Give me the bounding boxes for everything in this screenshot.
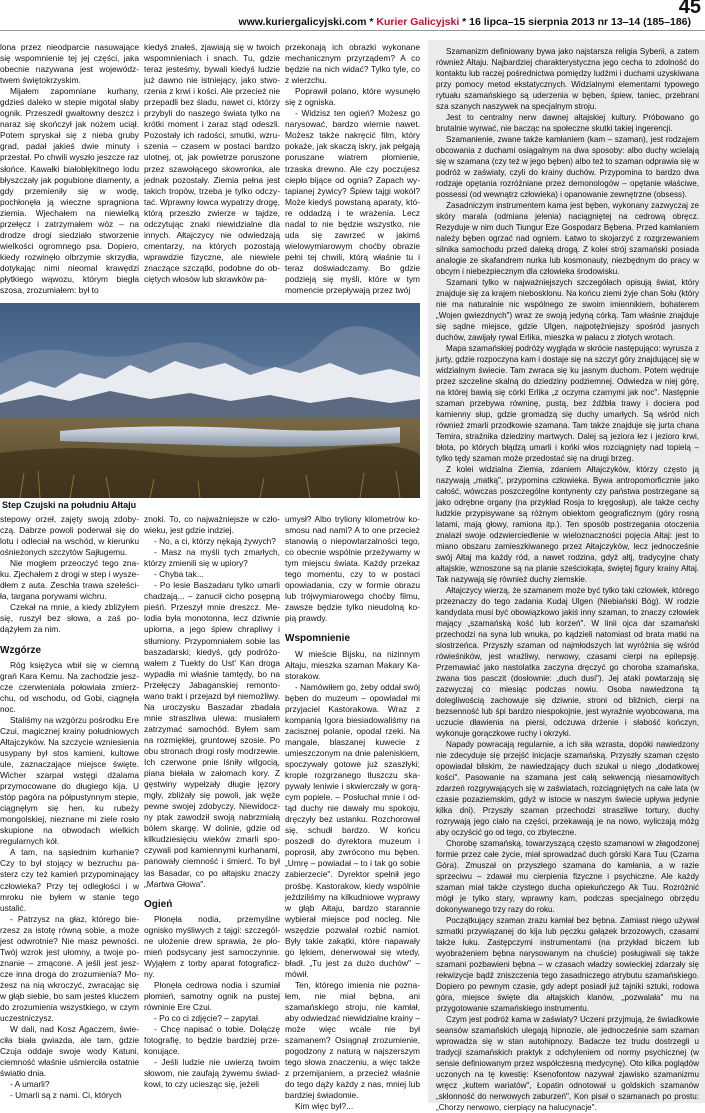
paragraph: Szamanienie, zwane także kamłaniem (kam – szaman), jest rodzajem obcowania z duchami osiągalnym na dwa sposoby: albo duchy wcielają się w szamana (czy też w jego bęben) albo też to szaman odprawia się w podróż w zaświaty, czyli do krainy duchów. Przypomina to bardzo dwa rodzaje opętania rozróżniane przez demonologów – opętanie właściwe, possessi (od wewnątrz człowieka) i opanowanie zewnętrzne (obsess). [436, 135, 699, 199]
paragraph: W mieście Bijsku, na nizinnym Ałtaju, mieszka szaman Makary Kastorakow. [285, 648, 420, 681]
paragraph: A tam, na sąsiednim kurhanie? Czy to był stojący w bezruchu pasterz czy też kamień przypominający człowieka? Przy tej odległości i w mroku nie byłem w stanie tego ustalić. [0, 847, 139, 913]
page-header [0, 0, 705, 30]
paragraph: W dali, nad Kosz Agaczem, świeciła biała gwiazda, ale tam, gdzie Czuja oddaje swoje wody Katuni, ciemność właśnie uśmierciła ostatnie światło dnia. [0, 1024, 139, 1079]
paragraph: - Widzisz ten ogień? Możesz go narysować, bardzo wiernie nawet. Możesz także nakręcić film, który pokaże, jak skaczą iskry, jak pełgają poruszane wiatrem płomienie, trzaska drewno. Ale czy poczujesz ciepło bijące od ognia? Zapach wytapianej żywicy? Śpiew tajgi wokół? Może kiedyś powstaną aparaty, które oddadzą i te wrażenia. Lecz nadal to nie będzie wszystko, nie uda się zawrzeć w jakimś wielowymiarowym choćby obrazie pełni tej chwili, którą właśnie tu i teraz doświadczamy. Bo gdzie podzieją się myśli, które w tym momencie przepływają przez twój [285, 108, 420, 296]
paragraph: - Chyba tak... [154, 569, 204, 580]
article-column-6 [285, 514, 421, 1112]
paragraph: Szamanizm definiowany bywa jako najstarsza religia Syberii, a zatem również Ałtaju. Najbardziej charakterystyczna jego cecha to zdolność do kontaktu lub raczej pośrednictwa pomiędzy ludźmi i duchami uzyskiwana przy pomocy metod ekstatycznych. Widzialnymi elementami typowego rytuału szamańskiego są uderzenia w bęben, śpiew, taniec, przebrani sza szanych naszywek na specjalnym stroju. [436, 47, 699, 111]
paragraph: - Po lesie Baszadaru tylko umarli chadzają... – zanucił cicho posępną pieśń. Przeszył mnie dreszcz. Melodia była monotonna, lecz dziwnie upiorna, a jego śpiew chrapliwy i stłumiony. Przypomniałem sobie las baszadarski; kiedyś, gdy podróżowałem z Tuekty do Ust' Kan droga wypadła mi właśnie tamtędy, bo na Przełęczy Jabaganskiej remontowano trakt i przejazd był niemożliwy. Na uroczysku Baszadar zbadała mnie straszliwa ulewa: musiałem zatrzymać samochód. Byłem sam na rozmiękłej, gruntowej szosie. Po obu stronach drogi rosły modrzewie. Ich czerwone pnie lśniły wilgocią, piana biełała w załomach kory. Z gęstwiny wypełzały długie jęzory mgły, zbliżały się powoli, jak węże pewne swojej zdobyczy. Niewidoczny ptak zawodził swoją nabrzmiałą bólem skargę. W dolinie, gdzie od kilkudziesięciu wieków zmarli spoczywali pod kamiennymi kurhanami, panowały ciemność i śmierć. To był las Basadar, co po ałtajsku znaczy „Martwa Głowa". [144, 580, 280, 889]
article-column-2 [144, 42, 280, 300]
site-url[interactable]: www.kuriergalicyjski.com [238, 16, 367, 28]
header-rule [0, 30, 705, 31]
paragraph: Kim więc był?... [295, 1101, 354, 1112]
paragraph: - No, a ci, którzy nękają żywych? [154, 536, 276, 547]
paragraph: znoki. To, co najważniejsze w człowieku, jest gdzie indziej. [144, 514, 280, 536]
paragraph: - A umarli? [10, 1079, 50, 1090]
page-number: 45 [678, 0, 701, 18]
paragraph: Szamani tylko w najważniejszych szczegółach opisują świat, który znajduje się za krajem niebosklonu. Na końcu ziemi żyje chan Sołu (który nie ma naturalnie nic wspólnego ze swoim imiennikiem, bohaterem „Wojen gwiezdnych") wraz ze swoją jedyną córką. Tam właśnie znajduje się sądne miejsce, gdzie Ulgen, najpotężniejszy spośród jasnych duchów, zawijały rywal Erlika, mieszka w pałacu z złotych wrotach. [436, 278, 699, 342]
section-heading: Wspomnienie [285, 633, 351, 645]
paragraph: lona przez nieodparcie nasuwające się wspomnienie tej jej części, jaka obecnie nazywana jest województwem świętokrzyskim. [0, 42, 139, 86]
paragraph: Mapa szamańskiej podróży wygląda w skrócie następująco: wyrusza z jurty, gdzie rozpoczyna kam i dostaje się na szczyt góry znajdującej się w widzialnym świecie. Tam zwraca się ku jasnym duchom. Potem wędruje przez szczeline skalną do dziedziny podziemnej. Odwiedza w niej górę, na której bawią się córki Erlika „z oczyma czarnymi jak noc". Następnie szaman przebywa równinę, pustą, bez źdźbła trawy i dociera pod kamienny słup, gdzie gromadzą się duchy umarłych. Są wśród nich również zmarli przodkowie szamana. Tam także znajduje się jurta chana Temira, straźnika dziedziny martwych. Dalej są jeziora łez i jezioro krwi, błota, po których błądzą umarli i końki włos rozciągnięty nad topielą – tylko tędy szaman może przedostać się na drugi brzeg. [436, 344, 699, 463]
publication-name: Kurier Galicyjski [376, 16, 460, 28]
paragraph: kiedyś znałeś, zjawiają się w twoich wspomnieniach i snach. Tu, gdzie teraz jesteśmy, bywali kiedyś ludzie już dawno nie istniejący, jako stworzenia z krwi i kości. Ale przecież nie przepadli bez śladu, nawet ci, którzy przybyli do naszego świata tylko na krótki moment i zaraz stąd odeszli. Pozostały ich radości, smutki, wzruszenia – czasem w postaci bardzo ulotnej, ot, jak powietrze poruszone przez szawołącego skowronka, ale jednak pozostały. Ziemia pełna jest takich tropów, trzeba je tylko odczytać. Wprawny łowca wypatrzy drogę, którą przeszło zwierze w tajdze, odczytując znaki niewidzialne dla innych. Ałtajczycy nie odwiedzają cmentarzy, na których pozostają wprawdzie fizyczne, ale niewiele znaczące szczątki, podobne do obciętych włosów lub skrawków pa- [144, 42, 280, 284]
paragraph: stepowy orzeł, zajęty swoją zdobyczą. Dabrze powoli poderwał się do lotu i odleciał na wschód, w kierunku ośnieżonych szczytów Sajługemu. [0, 514, 139, 558]
sidebar-text [436, 46, 699, 1112]
paragraph: Czekał na mnie, a kiedy zbliżyłem się, ruszył bez słowa, a zaś podążyłem za nim. [0, 602, 139, 635]
paragraph: Zasadniczym instrumentem kama jest bęben, wykonany zazwyczaj ze skóry marala (odmiana jelenia) naciągniętej na cedrową obręcz. Rezyduje w nim duch Tiungur Eze Gospodarz Bębena. Przed kamłaniem należy bęben ogrzać nad ogniem. Łatwo to skojarzyć z rozgrzewaniem silnika samochodu przed daleką drogą. Z kolei strój szamański posiada analogie ze skafandrem nurka lub kosmonauty, niezbędnym do pracy w obcym i niebezpiecznym dla człowieka środowisku. [436, 201, 699, 276]
paragraph: umysł? Albo tryliony kilometrów kosmosu nad nami? A to one przecież stanowią o niepowtarzalności tego, co obecnie wspólnie przeżywamy w tym miejscu świata. Każdy przekaz tego momentu, czy to w postaci opowiadania, czy w formie obrazu lub trójwymiarowego choćby filmu, zawsze będzie tylko nieudolną kopią prawdy. [285, 514, 420, 624]
paragraph: Płonęła nodia, przemyślne ognisko myśliwych z tajgi: szczególne ułożenie drew sprawia, że płomień podsycany jest samoczynnie. Wyjąłem z torby aparat fotograficzny. [144, 913, 280, 979]
paragraph: Mijałem zapomniane kurhany, gdzieś daleko w stepie migotał słaby ognik. Przeszedł gwałtowny deszcz i naraz się skończył jak nożem uciął. Potem spryskał się z nieba gruby grad, padał jakieś dwie minuty i przestał. Po chwili wyszło jeszcze raz słońce. Kawałki białobłękitnego lodu błyszczały jak pogubione diamenty, a gdy przemieniły się w wodę, pochłonęła ją wieczne spragniona ziemia. Wjechałem na niewielką przełęcz i zatrzymałem wóz – na drodze drogi siedziało stworzenie wielkości ogromnego psa. Dopiero, kiedy rozwinęło olbrzymie skrzydła, dotykając nimi nieomal krawędzi płytkiego wąwozu, którym biegła szosa, zrozumiałem: był to [0, 86, 139, 296]
paragraph: Poprawił polano, które wysunęło się z ogniska. [285, 86, 420, 108]
steppe-photo [0, 303, 420, 498]
paragraph: Róg księżyca wbił się w ciemną grań Kara Kemu. Na zachodzie jeszcze czerwieniała połowiała zmierzchu, od wschodu, od Gobi, ciągnęła noc. [0, 659, 139, 714]
paragraph: - Chcę napisać o tobie. Dołączę fotografię, to będzie bardziej przekonujące. [144, 1024, 280, 1057]
separator: * [366, 16, 377, 28]
paragraph: - Jeśli ludzie nie uwierzą twoim słowom, nie zaufają żywemu świadkowi, to czy uciesząc się, jeżeli [144, 1057, 280, 1090]
issue-info: * 16 lipca–15 sierpnia 2013 nr 13–14 (185–186) [459, 16, 691, 28]
paragraph: Płonęła cedrowa nodia i szumiał płomień, samotny ognik na pustej równinie Ere Czui. [144, 979, 280, 1013]
paragraph: Z kolei widzialna Ziemia, zdaniem Ałtajczyków, którzy często ją nazywają „matką", przypomina człowieka. Bywa antropomorficznie jako całość, wówczas poszczególne kontynenty czy państwa postrzegane są jako odrębne organy (na przykład Rosja to kręgosłup), ale także cechy ludzkie przypisywane są różnym obiektom geograficznym (góry rosną latami, mają głowy, ramiona itp.). Ten sposób postrzegania otoczenia znalazł swoje odzwierciedlenie w wieloznaczności pojęcia Ałtaj: jest to miano obszaru zamieszkiwanego przez Ałtajczyków, lecz jednocześnie swój Ałtaj ma każdy ród, a nawet rodzina, gdyż ałtj, tradycyjne chaty ałtajskie, wznoszone są na planie sześciokąta, świętej figury krainy Ałtaj. Tak nazywają się również duchy ziemskie. [436, 465, 699, 584]
paragraph: Czym jest podróż kama w zaświaty? Uczeni przyjmują, że świadkowie seansów szamańskich ulegają hipnozie, ale jednocześnie sam szaman wprowadza się w stan autohipnozy. Badacze tez trudu dostrzegli u tradycji szamańskich praktyk z odchyleniem od normy psychicznej (w sensie definiowanym przez współczesną medycynę). Oto kilka poglądów uczonych na tę kwestię: Ksenofontow nazywał zjawisko szamanizmu wręcz „kultem wariatów", Łopatin odnotował u goldskich szamanów „skłonność do nerwowych zaburzeń", Kon pisał o szamanach po prostu: „Chorzy nerwowo, cierpiący na halucynacje". [436, 1015, 699, 1112]
masthead-line [238, 16, 691, 28]
paragraph: Staliśmy na wzgórzu pośrodku Ere Czui, magicznej krainy południowych Ałtajczyków. Na szczycie wzniesienia usypany był stos kamieni, kultowe ule, zaznaczające miejsce święte. Wicher szarpał wstęgi dżalama przymocowane do długiego kija. U stóp pagóra na półpustynnym stepie, ciągnęłym się hen, ku rubeży mongolskiej, nieznane mi ziele rosło skupione na obwodach wielkich regularnych kół. [0, 714, 139, 847]
paragraph: Napady powracają regularnie, a ich siła wzrasta, dopóki nawiedzony nie zdecyduje się przejść inicjacje szamańską. Przyszły szaman często opowiadał bliskim, że nawiedzający duch szukał u niego „dodatkowej kości". Pasowanie na szamana jest całą sekwencją niesamowitych zdarzeń rozgrywających się w zaświatach, rozciągniętych na całe lata (w czasie pozaziemskim, gdyż w istocie w naszym świecie upływa jedynie kilka dni). Przyszły szaman przechodzi straszliwe tortury, duchy rozrywają jego ciało na części, przekawają je na nowo, wyliczają móżg aby oczyścić go od tego, co zbyteczne. [436, 740, 699, 837]
photo-caption: Step Czujski na południu Ałtaju [2, 500, 137, 510]
paragraph: przekonają ich obrazki wykonane mechanicznym przyrządem? A co będzie na nich widać? Tylko tyle, co z wierzchu. [285, 42, 420, 86]
paragraph: - Umarli są z nami. Ci, których [10, 1090, 122, 1101]
paragraph: - Masz na myśli tych zmarłych, którzy zmienili się w upiory? [144, 547, 280, 569]
landscape-photo-icon [0, 303, 420, 498]
paragraph: Chorobę szamańską, towarzyszącą często szamanowi w złagodzonej formie przez całe życie, miał sprowadzać duch górski Kara Tuu (Czarna Góra). Zmuszał on przyszłego szamana do kamłania, a w razie sprzeciwu – zdawał mu cierpienia fizyczne i psychiczne. Ale każdy szaman miał także czystego ducha opiekuńczego Ak Tuu. Rozróżnić mógł je tylko stary, wprawny kam, podczas specjalnego obrzędu dokonywanego trzy razy do roku. [436, 839, 699, 914]
paragraph: - Patrzysz na głaz, którego bierzesz za istotę równą sobie, a może jest odwrotnie? Nie masz pewności. Twój wzrok jest ułomny, a twoje poznanie – zmącone. A jeśli jest jeszcze inna droga do zrozumienia? Możesz na nią wkroczyć, zwracając się w głąb siebie, bo sam jesteś kluczem do zrozumienia wszystkiego, w czym uczestniczysz. [0, 913, 139, 1024]
article-column-5 [144, 514, 280, 1103]
article-column-1 [0, 42, 139, 300]
section-heading: Ogień [144, 898, 173, 910]
paragraph: Jest to centralny nerw dawnej ałtajskiej kultury. Próbowano go brutalnie wyrwać, nie bacząc na społeczne skutki takiej ingerencji. [436, 113, 699, 133]
paragraph: - Namówiłem go, żeby oddał swój bęben do muzeum – opowiadał mi przyjaciel Kastorakowa. Wraz z kompanią Igora biesiadowaliśmy na zacisznej polanie, opodal rzeki. Na mangale, blaszanej kuwecie z umieszczonym na dnie paleniskiem, spoczywały gotowe już szaszłyki; krople rozgrzanego tłuszczu skapywały leniwie i skwierczały w gorącym popiele. – Posłuchał mnie i odtąd duchy nie dawały mu spokoju, dręczyły bez ustanku. Rozchorował się, schudł bardzo. W końcu poszedł do dyrektora muzeum i poprosił, aby zwrócono mu bęben. „Umrę – powiadał – to i tak go sobie zabierzecie". Dyrektor spełnił jego prośbę. Kastorakow, kiedy wspólnie jeździliśmy na kilkudniowe wyprawy w głąb Ałtaju, bardzo starannie wybierał miejsce pod nocleg. Nie wszędzie pozwalał rozbić namiot. Były takie zakątki, które napawały go lękiem, denerwował się wtedy, bładł. „Tu jest za dużo duchów" – mówił. [285, 681, 420, 979]
paragraph: Początkujący szaman zrazu kamłał bez bębna. Zamiast niego używał szmatki przywiązanej do kija lub pęczku gałązek brzozowych, czasami także łuku. Zastępczymi instrumentami (na przykład biczem lub wyobrażeniem bębna narysowanym na chuście) posługiwali się także szamani pozbawieni bębna – w czasach władzy sowieckiej zdarzały się rekwizycje bądź zniszczenia tego zasadniczego atrybutu szamańskiego. Dopiero po pewnym czasie, gdy adept posiadł już tajniki sztuki, rodowa góra, miejsce święte dla ałtajskich klanów, „pozwalała" mu na przygotowanie szamańskiego instrumentu. [436, 916, 699, 1013]
paragraph: - Po co ci zdjęcie? – zapytał. [154, 1013, 261, 1024]
article-column-3 [285, 42, 420, 300]
paragraph: Nie mogłem przeoczyć tego znaku. Zjechałem z drogi w step i wyszedłem z auta. Zeschła trawa szeleściła, targana porywami wichru. [0, 558, 139, 602]
article-column-4 [0, 514, 139, 1103]
paragraph: Ałtajczycy wierzą, że szamanem może być tylko taki człowiek, którego przeznaczy do tego zadania Kudaj Ulgen (Niebiański Bóg). W rodzie kandydata musi być obowiązkowo jakiś inny szaman, to znaczy człowiek mający „szamańską kość lub korzeń". W linii ojca dar szamański przechodzi na syna lub wnuka, po kądzieli natomiast od brata matki na siostrzeńca. Przyszły szaman od najmłodszych lat wyróżnia się wśród rówieśników, jest wrażliwy, nerwowy, czasami cierpi na epilepsję. Przemawiać jako nastolatka zaczyna dręczyć go choroba szamańska, zwana tios pasczit (dosłownie: „duch dusi"). Jej ataki powtarzają się zazwyczaj co miesiąc podczas nowiu. Osoba nawiedzona tą dolegliwością zachowuje się dziwnie, stroni od bliźnich, cierpi na bezsenność lub śpi bardzo niespokojnie, jest wyraźnie wyobcowana, ma uczucie dławienia na piersi, odczuwa drżenie i słabość kończyn, wykonuje gorączkowe ruchy i okrzyki. [436, 586, 699, 738]
section-heading: Wzgórze [0, 644, 42, 656]
paragraph: Ten, którego imienia nie poznałem, nie miał bębna, ani szamańskiego stroju, nie kamłał, aby odwiedzać niewidzialne krainy – może więc wcale nie był szamanem? Osiągnął zrozumienie, pogodzony z naturą w najszerszym tego słowa znaczeniu, a więc także z przemijaniem, a przecież właśnie do tego dąży każdy z nas, mniej lub bardziej świadomie. [285, 979, 421, 1101]
